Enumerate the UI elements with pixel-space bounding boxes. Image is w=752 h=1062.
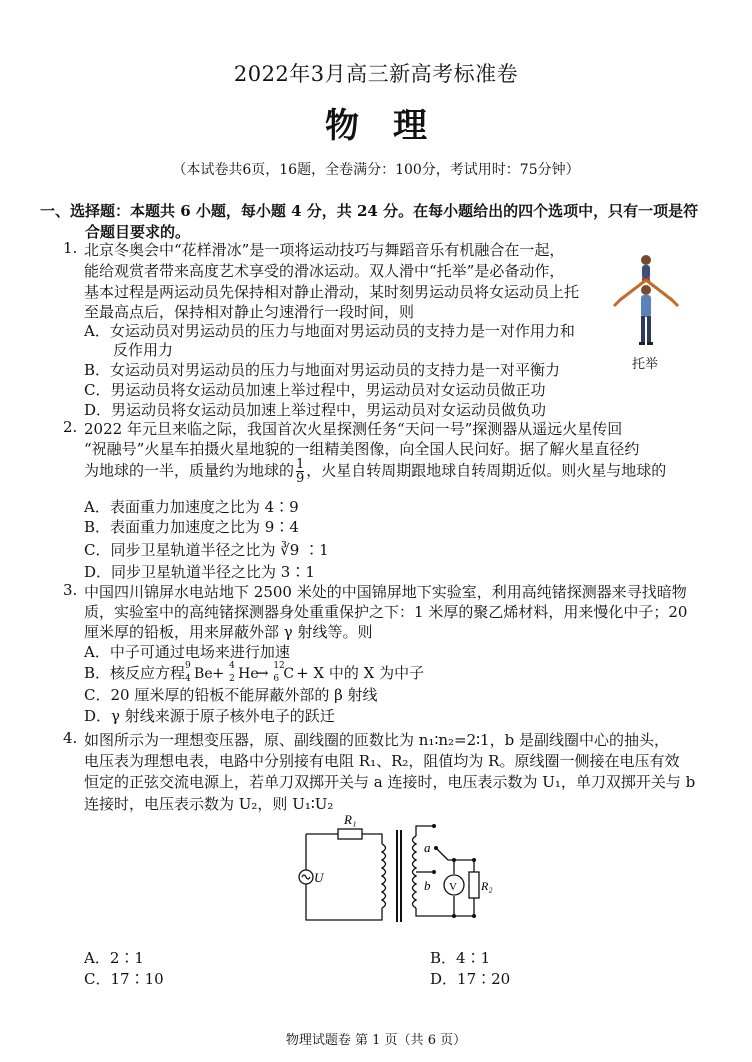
q1-option-d: D．男运动员将女运动员加速上举过程中，男运动员对女运动员做负功: [84, 401, 547, 419]
plus-sign: +: [211, 664, 225, 682]
q3-option-b-prefix: B．核反应方程: [84, 664, 186, 682]
q2-text-line1: 2022 年元旦来临之际，我国首次火星探测任务“天问一号”探测器从遥远火星传回: [84, 420, 623, 438]
q4-option-c: C．17∶10: [84, 970, 164, 988]
nuclide-beryllium: [185, 661, 213, 684]
resistor-r2: [469, 872, 479, 898]
label-v: V: [449, 881, 457, 893]
resistor-r1: [338, 829, 362, 839]
nuclide-helium: [229, 661, 259, 684]
figure-caption-lift: 托举: [632, 357, 659, 372]
fraction-numerator: 1: [296, 457, 305, 472]
male-skater-figure: [614, 280, 678, 345]
q2-option-b: B．表面重力加速度之比为 9∶4: [84, 518, 299, 536]
q3-option-d: D．γ 射线来源于原子核外电子的跃迁: [84, 707, 335, 725]
fraction-denominator: 9: [296, 471, 305, 486]
q2-text-line3: [84, 458, 666, 485]
q4-text-line3: 恒定的正弦交流电源上，若单刀双掷开关与 a 连接时，电压表示数为 U₁，单刀双掷开关与 b: [84, 773, 696, 791]
q1-option-a-line2: 反作用力: [113, 341, 174, 359]
q3-option-b-suffix: + X 中的 X 为中子: [296, 664, 425, 682]
nuclide-mass-number: 12: [273, 661, 285, 671]
female-skater-figure: [641, 255, 651, 282]
transformer-circuit-diagram: [296, 810, 496, 932]
exam-title: 2022年3月高三新高考标准卷: [233, 62, 519, 86]
section-heading-line2: 合题目要求的。: [85, 223, 191, 241]
nuclide-atomic-number: 6: [273, 674, 280, 684]
nuclide-symbol: Be: [194, 666, 213, 682]
q1-text-line1: 北京冬奥会中“花样滑冰”是一项将运动技巧与舞蹈音乐有机融合在一起，: [84, 241, 565, 259]
nuclide-carbon: [273, 661, 295, 684]
label-r1: R₁: [344, 812, 357, 827]
q1-text-line2: 能给观赏者带来高度艺术享受的滑冰运动。双人滑中“托举”是必备动作，: [84, 262, 565, 280]
label-u: U: [314, 870, 324, 885]
q3-number: 3.: [63, 581, 78, 599]
secondary-coil: [413, 836, 417, 908]
q3-text-line3: 厘米厚的铅板，用来屏蔽外部 γ 射线等。则: [84, 623, 373, 641]
section-heading: [40, 201, 716, 243]
nuclide-symbol: C: [283, 666, 295, 682]
q3-option-b: [84, 662, 424, 683]
q2-option-d: D．同步卫星轨道半径之比为 3∶1: [84, 563, 315, 581]
exam-note: （本试卷共6页，16题，全卷满分：100分，考试用时：75分钟）: [172, 162, 580, 178]
fraction-one-ninth: [296, 458, 304, 485]
label-b: b: [424, 878, 431, 893]
nuclide-atomic-number: 4: [185, 674, 191, 684]
reaction-arrow: →: [255, 664, 269, 682]
nuclide-symbol: He: [238, 666, 259, 682]
q2-text-line2: “祝融号”火星车拍摄火星地貌的一组精美图像，向全国人民问好。据了解火星直径约: [84, 440, 640, 458]
q1-option-b: B．女运动员对男运动员的压力与地面对男运动员的支持力是一对平衡力: [84, 361, 561, 379]
label-a: a: [424, 840, 431, 855]
q4-option-a: A．2∶1: [84, 949, 144, 967]
q2-number: 2.: [63, 418, 78, 436]
nuclide-mass-number: 9: [185, 661, 191, 671]
skating-lift-figure: [606, 252, 686, 352]
q1-number: 1.: [63, 239, 78, 257]
subject-title: 物理: [325, 106, 461, 146]
q4-text-line2: 电压表为理想电表，电路中分别接有电阻 R₁、R₂，阻值均为 R。原线圈一侧接在电压有效: [84, 752, 680, 770]
nuclide-mass-number: 4: [229, 661, 235, 671]
q1-text-line3: 基本过程是两运动员先保持相对静止滑动，某时刻男运动员将女运动员上托: [84, 283, 580, 301]
q3-option-a: A．中子可通过电场来进行加速: [84, 643, 290, 661]
nuclide-atomic-number: 2: [229, 674, 235, 684]
q1-text-line4: 至最高点后，保持相对静止匀速滑行一段时间，则: [84, 303, 415, 321]
q4-number: 4.: [63, 729, 78, 747]
q3-option-c: C．20 厘米厚的铅板不能屏蔽外部的 β 射线: [84, 686, 378, 704]
q4-text-line4: 连接时，电压表示数为 U₂，则 U₁∶U₂: [84, 795, 334, 813]
q4-option-d: D．17∶20: [430, 970, 511, 988]
primary-coil: [382, 844, 386, 908]
q2-option-a: A．表面重力加速度之比为 4∶9: [84, 498, 299, 516]
q4-text-line1: 如图所示为一理想变压器，原、副线圈的匝数比为 n₁∶n₂=2∶1，b 是副线圈中心的抽头，: [84, 731, 669, 749]
page-footer: 物理试题卷 第 1 页（共 6 页）: [285, 1033, 467, 1048]
label-r2: R₂: [481, 879, 493, 893]
q2-option-c: C．同步卫星轨道半径之比为 ∛9 ∶1: [84, 541, 329, 559]
q3-text-line2: 质，实验室中的高纯锗探测器身处重重保护之下：1 米厚的聚乙烯材料，用来慢化中子；20: [84, 603, 688, 621]
q2-text-line3b: ，火星自转周期跟地球自转周期近似。则火星与地球的: [306, 461, 667, 480]
q2-text-line3a: 为地球的一半，质量约为地球的: [84, 461, 295, 480]
q1-option-a-line1: A．女运动员对男运动员的压力与地面对男运动员的支持力是一对作用力和: [84, 322, 575, 340]
q3-text-line1: 中国四川锦屏水电站地下 2500 米处的中国锦屏地下实验室，利用高纯锗探测器来寻找暗物: [84, 583, 687, 601]
q1-option-c: C．男运动员将女运动员加速上举过程中，男运动员对女运动员做正功: [84, 381, 546, 399]
section-heading-line1: 一、选择题：本题共 6 小题，每小题 4 分，共 24 分。在每小题给出的四个选项中，只有一项是符: [40, 202, 699, 220]
switch-blade: [436, 848, 448, 860]
q4-option-b: B．4∶1: [430, 949, 491, 967]
